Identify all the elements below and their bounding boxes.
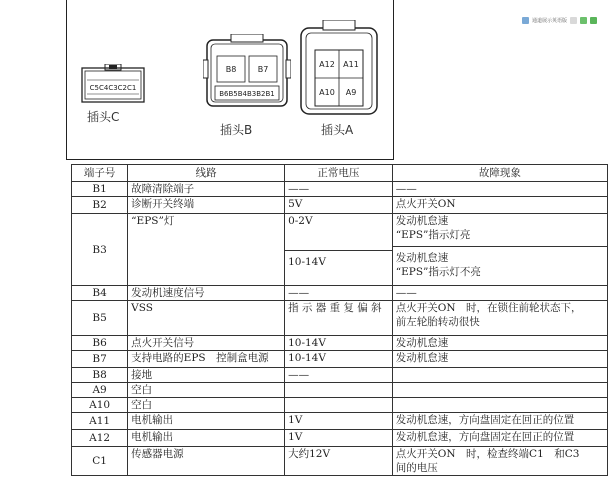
fault-text: 发动机怠速 xyxy=(395,352,449,364)
refresh-icon[interactable] xyxy=(580,17,587,24)
table-row xyxy=(72,197,608,214)
circuit-name: 故障清除端子 xyxy=(131,183,195,195)
voltage-value: —— xyxy=(288,369,310,381)
terminal-id: C1 xyxy=(92,455,107,467)
terminal-id: A11 xyxy=(89,415,111,427)
voltage-cell xyxy=(285,214,393,286)
voltage-cell xyxy=(285,351,393,368)
circuit-name: 支持电路的EPS 控制盒电源 xyxy=(131,352,269,364)
terminal-table xyxy=(71,164,608,476)
table-header-row xyxy=(72,165,608,182)
terminal-id: A9 xyxy=(92,384,107,396)
connector-a-drawing xyxy=(299,20,379,116)
terminal-id: B5 xyxy=(92,312,107,324)
close-icon[interactable] xyxy=(570,17,577,24)
connector-b-pin-b8: B8 xyxy=(225,65,237,74)
fault-cell xyxy=(392,383,607,398)
voltage-value: 5V xyxy=(288,198,303,210)
terminal-cell xyxy=(72,447,128,476)
voltage-value: 1V xyxy=(288,431,303,443)
fault-text: 发动机怠速，方向盘固定在回正的位置 xyxy=(395,431,575,443)
table-row xyxy=(72,351,608,368)
circuit-name: 空白 xyxy=(131,384,153,396)
terminal-cell xyxy=(72,383,128,398)
voltage-value-alt: 10-14V xyxy=(285,250,392,269)
voltage-cell xyxy=(285,430,393,447)
circuit-cell xyxy=(128,383,285,398)
circuit-cell xyxy=(128,430,285,447)
voltage-cell xyxy=(285,182,393,197)
circuit-name: 点火开关信号 xyxy=(131,337,195,349)
table-row xyxy=(72,398,608,413)
header-fault: 故障现象 xyxy=(392,165,607,182)
voltage-cell xyxy=(285,398,393,413)
connector-c-pins: C5C4C3C2C1 xyxy=(89,84,137,92)
circuit-name: 空白 xyxy=(131,399,153,411)
table-row xyxy=(72,383,608,398)
circuit-cell xyxy=(128,368,285,383)
voltage-value: 0-2V xyxy=(288,215,313,227)
connector-a-pin-a10: A10 xyxy=(319,88,335,97)
terminal-id: B8 xyxy=(92,369,107,381)
terminal-id: A12 xyxy=(89,432,111,444)
fault-cell xyxy=(392,336,607,351)
connector-a-caption: 插头A xyxy=(321,123,354,137)
voltage-cell xyxy=(285,197,393,214)
connector-a-pin-a11: A11 xyxy=(343,60,359,69)
voltage-value: —— xyxy=(288,287,310,299)
terminal-cell xyxy=(72,182,128,197)
terminal-cell xyxy=(72,368,128,383)
voltage-cell xyxy=(285,413,393,430)
circuit-name: 诊断开关终端 xyxy=(131,198,195,210)
floating-toolbar[interactable] xyxy=(522,14,597,26)
terminal-cell xyxy=(72,336,128,351)
terminal-cell xyxy=(72,286,128,301)
fault-cell xyxy=(392,398,607,413)
capture-icon[interactable] xyxy=(590,17,597,24)
table-row xyxy=(72,301,608,336)
terminal-id: B6 xyxy=(92,337,107,349)
circuit-cell xyxy=(128,336,285,351)
fault-cell xyxy=(392,214,607,286)
fault-text: 点火开关ON xyxy=(395,198,456,210)
voltage-cell xyxy=(285,383,393,398)
connector-b-caption: 插头B xyxy=(220,123,253,137)
fault-text: 发动机怠速，方向盘固定在回正的位置 xyxy=(395,414,575,426)
terminal-id: B1 xyxy=(92,183,107,195)
circuit-name: 接地 xyxy=(131,369,153,381)
fault-cell xyxy=(392,351,607,368)
circuit-cell xyxy=(128,197,285,214)
voltage-value: 10-14V xyxy=(288,337,326,349)
header-voltage: 正常电压 xyxy=(285,165,393,182)
fault-text: 发动机怠速 “EPS”指示灯亮 xyxy=(395,215,471,241)
fault-cell xyxy=(392,430,607,447)
toolbar-label: 通道展示英语版 xyxy=(532,17,568,24)
fault-cell xyxy=(392,197,607,214)
voltage-cell xyxy=(285,447,393,476)
connector-b-pin-b7: B7 xyxy=(257,65,269,74)
terminal-id: A10 xyxy=(89,399,111,411)
fault-text: 点火开关ON 时，检查终端C1 和C3 间的电压 xyxy=(395,448,580,474)
fault-text-alt: 发动机怠速 “EPS”指示灯不亮 xyxy=(393,246,607,279)
circuit-cell xyxy=(128,398,285,413)
table-row xyxy=(72,430,608,447)
fault-cell xyxy=(392,368,607,383)
connector-diagram xyxy=(66,0,394,160)
terminal-id: B4 xyxy=(92,287,107,299)
terminal-cell xyxy=(72,197,128,214)
table-row xyxy=(72,413,608,430)
circuit-cell xyxy=(128,447,285,476)
fault-text: 发动机怠速 xyxy=(395,337,449,349)
app-icon[interactable] xyxy=(522,17,529,24)
voltage-value: 指 示 器 重 复 偏 斜 xyxy=(288,302,382,314)
circuit-name: 传感器电源 xyxy=(131,448,184,460)
voltage-cell xyxy=(285,368,393,383)
circuit-name: 发动机速度信号 xyxy=(131,287,205,299)
header-terminal: 端子号 xyxy=(72,165,128,182)
table-row xyxy=(72,336,608,351)
terminal-cell xyxy=(72,413,128,430)
circuit-cell xyxy=(128,413,285,430)
connector-c-drawing xyxy=(81,64,145,104)
circuit-name: 电机输出 xyxy=(131,431,174,443)
fault-text: 点火开关ON 时，在锁住前轮状态下， 前左轮胎转动很快 xyxy=(395,302,582,328)
fault-cell xyxy=(392,447,607,476)
voltage-cell xyxy=(285,301,393,336)
table-row xyxy=(72,286,608,301)
table-row xyxy=(72,214,608,286)
header-circuit: 线路 xyxy=(128,165,285,182)
voltage-cell xyxy=(285,286,393,301)
voltage-value: 大约12V xyxy=(288,448,331,460)
terminal-id: B7 xyxy=(92,353,107,365)
circuit-cell xyxy=(128,286,285,301)
connector-b-bottom-pins: B6B5B4B3B2B1 xyxy=(219,90,275,98)
terminal-cell xyxy=(72,301,128,336)
voltage-value: —— xyxy=(288,183,310,195)
fault-cell xyxy=(392,413,607,430)
terminal-cell xyxy=(72,351,128,368)
voltage-value: 10-14V xyxy=(288,352,326,364)
fault-cell xyxy=(392,286,607,301)
circuit-name: 电机输出 xyxy=(131,414,174,426)
connector-c-caption: 插头C xyxy=(87,110,120,124)
voltage-value: 1V xyxy=(288,414,303,426)
fault-cell xyxy=(392,182,607,197)
connector-b-drawing xyxy=(203,34,291,110)
circuit-cell xyxy=(128,214,285,286)
terminal-cell xyxy=(72,214,128,286)
fault-cell xyxy=(392,301,607,336)
terminal-cell xyxy=(72,398,128,413)
circuit-cell xyxy=(128,301,285,336)
connector-a-pin-a9: A9 xyxy=(345,88,357,97)
terminal-id: B2 xyxy=(92,199,107,211)
connector-a-pin-a12: A12 xyxy=(319,60,335,69)
fault-text: —— xyxy=(395,183,417,195)
table-body xyxy=(72,182,608,476)
terminal-id: B3 xyxy=(92,243,107,256)
terminal-cell xyxy=(72,430,128,447)
fault-text: —— xyxy=(395,287,417,299)
circuit-cell xyxy=(128,182,285,197)
circuit-name: VSS xyxy=(131,302,153,314)
table-row xyxy=(72,368,608,383)
table-row xyxy=(72,182,608,197)
voltage-cell xyxy=(285,336,393,351)
circuit-name: “EPS”灯 xyxy=(131,215,175,227)
table-row xyxy=(72,447,608,476)
circuit-cell xyxy=(128,351,285,368)
